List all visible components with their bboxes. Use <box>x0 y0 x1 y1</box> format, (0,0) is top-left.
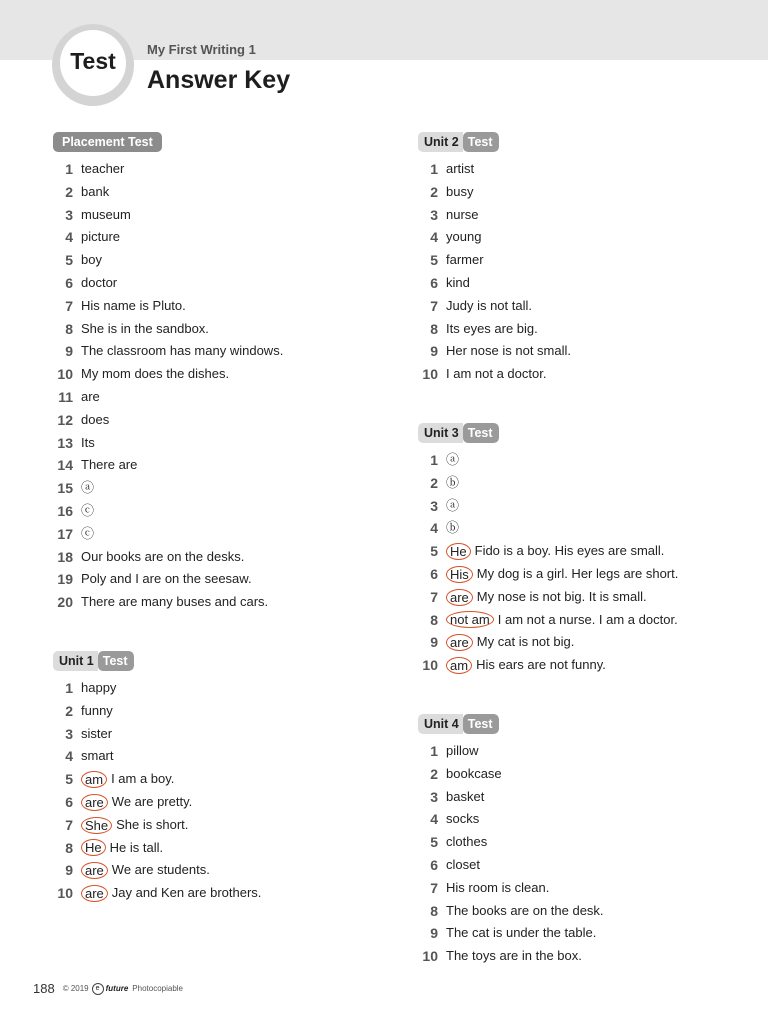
answer-item <box>418 786 604 809</box>
answer-item <box>53 363 283 386</box>
answer-number: 14 <box>57 457 73 474</box>
answer-number: 5 <box>65 252 73 269</box>
answer-text: teacher <box>81 161 125 176</box>
answer-number: 11 <box>58 388 73 405</box>
answer-item <box>418 472 678 495</box>
answer-text: The classroom has many windows. <box>81 343 284 359</box>
answer-item <box>53 523 283 546</box>
answer-text: I am a boy. <box>111 771 175 787</box>
circled-word: are <box>81 862 108 879</box>
section-label: Placement Test <box>53 132 162 152</box>
answer-number: 1 <box>430 743 438 759</box>
answer-text: clothes <box>446 834 488 850</box>
answer-item <box>418 181 571 204</box>
answer-number: 1 <box>65 161 73 177</box>
answer-item <box>53 837 261 860</box>
answer-list <box>418 740 604 968</box>
circled-word: She <box>81 817 112 834</box>
circled-word: are <box>446 589 473 606</box>
answer-number: 7 <box>430 588 438 605</box>
answer-list <box>418 158 571 386</box>
answer-text: museum <box>81 206 131 222</box>
answer-number: 8 <box>430 902 438 919</box>
answer-text: nurse <box>446 206 479 222</box>
answer-number: 20 <box>57 594 73 611</box>
answer-text: socks <box>446 811 480 827</box>
answer-item <box>418 631 678 654</box>
circled-word: not am <box>446 611 494 628</box>
circled-word: He <box>446 543 471 560</box>
answer-text: Jay and Ken are brothers. <box>111 885 262 901</box>
answer-text: His ears are not funny. <box>476 657 606 673</box>
answer-item <box>53 882 261 905</box>
answer-item <box>53 859 261 882</box>
answer-text: Its eyes are big. <box>446 320 538 336</box>
answer-text: are <box>81 388 100 404</box>
answer-item <box>53 814 261 837</box>
answer-number: 6 <box>430 856 438 873</box>
answer-number: 3 <box>430 497 438 514</box>
answer-list <box>418 449 678 677</box>
answer-item <box>53 568 283 591</box>
answer-text: We are students. <box>111 862 210 878</box>
answer-text: The books are on the desk. <box>446 902 604 918</box>
test-tag: Test <box>463 423 499 443</box>
answer-text: Judy is not tall. <box>446 297 532 313</box>
circled-word: am <box>446 657 472 674</box>
section-label <box>418 423 499 443</box>
answer-text: kind <box>446 274 470 290</box>
test-badge-inner <box>60 30 126 96</box>
unit-label: Unit 2 <box>418 132 463 152</box>
answer-text: I am not a doctor. <box>446 366 547 382</box>
answer-number: 3 <box>65 206 73 223</box>
answer-number: 1 <box>65 680 73 696</box>
answer-number: 10 <box>57 885 73 902</box>
circled-word: are <box>81 885 108 902</box>
answer-number: 8 <box>430 611 438 628</box>
answer-number: 7 <box>65 816 73 833</box>
answer-number: 2 <box>430 474 438 491</box>
circled-word: are <box>446 634 473 651</box>
circled-word: He <box>81 839 106 856</box>
page-title: Answer Key <box>147 66 291 94</box>
answer-number: 5 <box>65 771 73 788</box>
answer-number: 19 <box>57 571 73 588</box>
answer-text: ⓑ <box>446 474 460 490</box>
answer-number: 7 <box>430 879 438 896</box>
answer-item <box>418 740 604 763</box>
brand-name: future <box>105 984 129 993</box>
answer-text: I am not a nurse. I am a doctor. <box>497 611 678 627</box>
page-footer <box>33 981 183 996</box>
answer-number: 5 <box>430 834 438 851</box>
answer-item <box>418 540 678 563</box>
test-badge-label: Test <box>70 47 116 74</box>
answer-text: She is short. <box>116 816 189 832</box>
answer-item <box>53 768 261 791</box>
answer-item <box>418 340 571 363</box>
answer-item <box>53 181 283 204</box>
answer-number: 3 <box>430 206 438 223</box>
answer-text: busy <box>446 183 474 199</box>
answer-text: The cat is under the table. <box>446 925 597 941</box>
answer-text: Our books are on the desks. <box>81 548 245 564</box>
answer-item <box>53 318 283 341</box>
section-unit-2 <box>418 132 571 386</box>
answer-text: Her nose is not small. <box>446 343 571 359</box>
answer-number: 10 <box>422 657 438 674</box>
answer-text: His name is Pluto. <box>81 297 186 313</box>
answer-text: ⓐ <box>446 497 460 513</box>
answer-item <box>53 409 283 432</box>
answer-number: 4 <box>65 229 73 246</box>
answer-number: 6 <box>65 274 73 291</box>
answer-item <box>418 295 571 318</box>
answer-number: 2 <box>430 183 438 200</box>
section-label <box>418 132 499 152</box>
answer-text: bookcase <box>446 765 502 781</box>
answer-item <box>53 249 283 272</box>
answer-item <box>418 654 678 677</box>
answer-item <box>418 877 604 900</box>
answer-text: sister <box>81 725 113 741</box>
answer-item <box>53 158 283 181</box>
section-label <box>418 714 499 734</box>
unit-label: Unit 1 <box>53 651 98 671</box>
unit-label: Unit 4 <box>418 714 463 734</box>
answer-item <box>418 449 678 472</box>
answer-number: 3 <box>430 788 438 805</box>
answer-item <box>418 226 571 249</box>
answer-text: ⓒ <box>81 525 95 541</box>
answer-item <box>53 500 283 523</box>
answer-item <box>53 745 261 768</box>
answer-text: The toys are in the box. <box>446 948 582 964</box>
answer-text: basket <box>446 788 485 804</box>
answer-number: 1 <box>430 161 438 177</box>
answer-number: 4 <box>430 520 438 537</box>
circled-word: His <box>446 566 473 583</box>
answer-text: My mom does the dishes. <box>81 366 230 382</box>
answer-item <box>53 546 283 569</box>
answer-text: My dog is a girl. Her legs are short. <box>476 565 679 581</box>
answer-text: My cat is not big. <box>476 634 575 650</box>
answer-text: happy <box>81 680 117 695</box>
answer-number: 12 <box>57 411 73 428</box>
answer-item <box>418 249 571 272</box>
section-unit-3 <box>418 423 678 677</box>
answer-item <box>53 386 283 409</box>
answer-number: 16 <box>57 502 73 519</box>
answer-number: 7 <box>65 297 73 314</box>
answer-list <box>53 677 261 905</box>
answer-number: 10 <box>422 948 438 965</box>
answer-number: 9 <box>430 343 438 360</box>
answer-text: Poly and I are on the seesaw. <box>81 571 252 587</box>
answer-list <box>53 158 283 614</box>
answer-item <box>418 900 604 923</box>
answer-item <box>53 700 261 723</box>
answer-number: 2 <box>430 765 438 782</box>
answer-item <box>418 563 678 586</box>
answer-item <box>53 477 283 500</box>
answer-number: 2 <box>65 702 73 719</box>
answer-text: ⓑ <box>446 520 460 536</box>
answer-text: ⓒ <box>81 502 95 518</box>
answer-text: bank <box>81 183 110 199</box>
answer-item <box>53 340 283 363</box>
answer-text: young <box>446 229 482 245</box>
answer-item <box>418 763 604 786</box>
answer-item <box>418 609 678 632</box>
answer-number: 4 <box>65 748 73 765</box>
answer-number: 17 <box>57 525 73 542</box>
answer-text: Fido is a boy. His eyes are small. <box>474 543 665 559</box>
test-tag: Test <box>463 132 499 152</box>
answer-item <box>53 723 261 746</box>
unit-label: Unit 3 <box>418 423 463 443</box>
answer-item <box>418 831 604 854</box>
answer-number: 18 <box>57 548 73 565</box>
answer-number: 9 <box>65 343 73 360</box>
answer-number: 8 <box>430 320 438 337</box>
answer-item <box>418 586 678 609</box>
answer-text: We are pretty. <box>111 793 193 809</box>
answer-text: pillow <box>446 743 479 758</box>
copyright-text: © 2019 <box>62 984 89 993</box>
answer-number: 3 <box>65 725 73 742</box>
answer-item <box>418 854 604 877</box>
answer-item <box>53 204 283 227</box>
answer-item <box>418 204 571 227</box>
answer-item <box>53 226 283 249</box>
answer-text: artist <box>446 161 475 176</box>
test-badge <box>52 24 134 106</box>
answer-text: smart <box>81 748 114 764</box>
answer-item <box>418 158 571 181</box>
answer-number: 15 <box>57 480 73 497</box>
page-number: 188 <box>33 981 55 996</box>
answer-text: closet <box>446 856 480 872</box>
answer-item <box>418 808 604 831</box>
answer-text: funny <box>81 702 113 718</box>
answer-number: 2 <box>65 183 73 200</box>
section-unit-4 <box>418 714 604 968</box>
answer-item <box>418 272 571 295</box>
answer-text: boy <box>81 252 102 268</box>
section-placement-test <box>53 132 283 614</box>
test-tag: Test <box>463 714 499 734</box>
answer-item <box>53 677 261 700</box>
answer-number: 4 <box>430 229 438 246</box>
book-subtitle: My First Writing 1 <box>147 42 256 57</box>
answer-item <box>53 454 283 477</box>
answer-number: 9 <box>65 862 73 879</box>
photocopiable-note: Photocopiable <box>132 984 184 993</box>
answer-number: 1 <box>430 452 438 468</box>
answer-item <box>418 517 678 540</box>
section-label <box>53 651 134 671</box>
answer-text: There are <box>81 457 138 473</box>
answer-text: There are many buses and cars. <box>81 594 269 610</box>
answer-text: Its <box>81 434 95 450</box>
answer-number: 10 <box>57 366 73 383</box>
answer-number: 10 <box>422 366 438 383</box>
circled-word: are <box>81 794 108 811</box>
answer-text: She is in the sandbox. <box>81 320 209 336</box>
answer-number: 13 <box>57 434 73 451</box>
answer-text: ⓐ <box>81 480 95 496</box>
answer-number: 7 <box>430 297 438 314</box>
answer-text: ⓐ <box>446 452 460 467</box>
answer-item <box>418 363 571 386</box>
answer-item <box>53 591 283 614</box>
answer-text: does <box>81 411 110 427</box>
answer-text: His room is clean. <box>446 879 550 895</box>
answer-text: He is tall. <box>109 839 164 855</box>
answer-text: picture <box>81 229 121 245</box>
answer-number: 4 <box>430 811 438 828</box>
circled-word: am <box>81 771 107 788</box>
answer-number: 9 <box>430 634 438 651</box>
answer-item <box>53 432 283 455</box>
brand-logo-icon: e <box>92 983 104 995</box>
answer-item <box>418 945 604 968</box>
answer-number: 6 <box>430 565 438 582</box>
section-unit-1 <box>53 651 261 905</box>
answer-item <box>53 295 283 318</box>
answer-number: 9 <box>430 925 438 942</box>
answer-item <box>418 922 604 945</box>
answer-item <box>53 272 283 295</box>
answer-text: My nose is not big. It is small. <box>476 588 647 604</box>
answer-text: farmer <box>446 252 484 268</box>
answer-number: 5 <box>430 543 438 560</box>
answer-number: 6 <box>65 793 73 810</box>
answer-item <box>418 495 678 518</box>
answer-item <box>418 318 571 341</box>
answer-number: 5 <box>430 252 438 269</box>
answer-number: 6 <box>430 274 438 291</box>
answer-item <box>53 791 261 814</box>
answer-number: 8 <box>65 320 73 337</box>
test-tag: Test <box>98 651 134 671</box>
answer-text: doctor <box>81 274 118 290</box>
answer-number: 8 <box>65 839 73 856</box>
